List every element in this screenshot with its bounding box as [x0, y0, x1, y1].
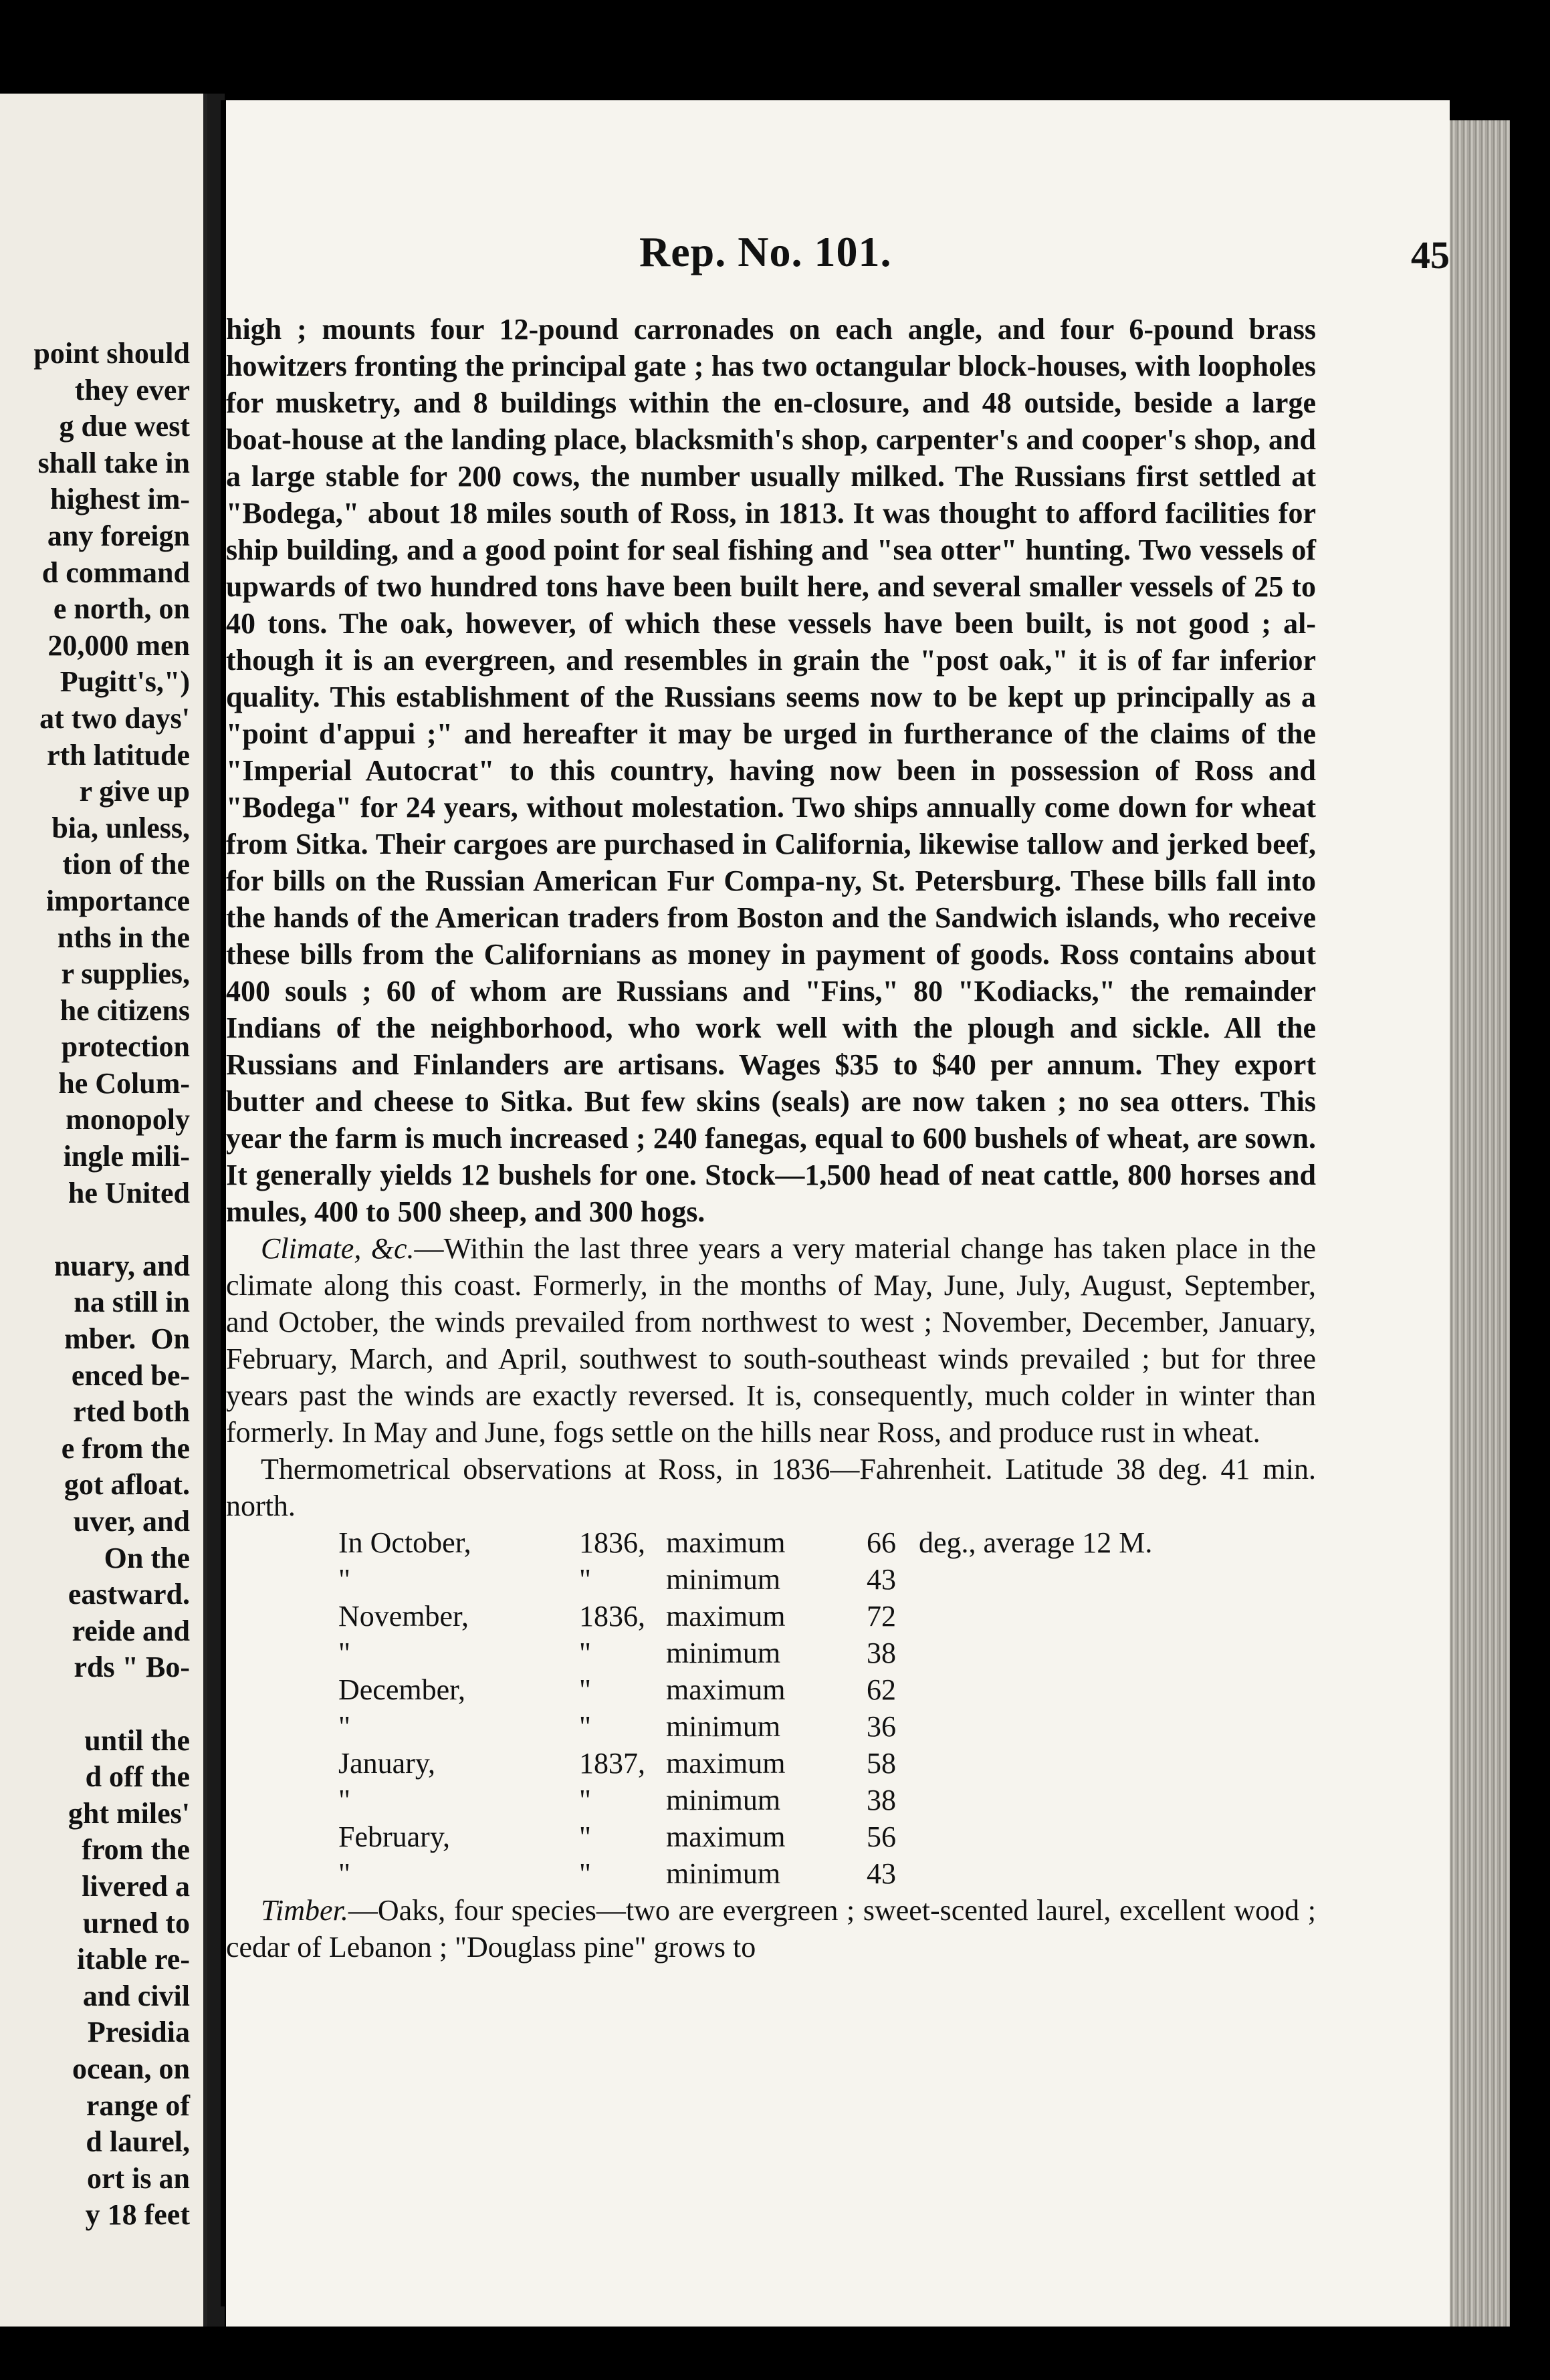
left-page-line: e north, on — [53, 592, 190, 626]
left-page-line: r supplies, — [61, 957, 190, 991]
thermo-year: 1836, — [579, 1600, 645, 1633]
thermo-year: 1836, — [579, 1526, 645, 1559]
thermo-month: " — [338, 1563, 350, 1596]
thermo-year: " — [579, 1637, 591, 1669]
thermo-value: 66 — [867, 1526, 896, 1559]
left-page-line — [33, 1686, 190, 1723]
thermo-year: " — [579, 1857, 591, 1890]
thermo-month: In October, — [338, 1526, 471, 1559]
thermo-month: " — [338, 1710, 350, 1743]
thermo-value: 43 — [867, 1857, 896, 1890]
left-page-line: at two days' — [39, 701, 190, 735]
left-page-line: rted both — [73, 1395, 190, 1429]
thermo-row — [338, 1708, 1316, 1745]
thermo-kind: minimum — [666, 1784, 781, 1816]
paragraph-climate — [226, 1230, 1316, 1451]
thermometer-table — [338, 1524, 1316, 1892]
thermo-value: 72 — [867, 1600, 896, 1633]
thermo-extra: deg., average 12 M. — [919, 1526, 1153, 1559]
left-page-line: na still in — [74, 1286, 190, 1319]
thermo-month: " — [338, 1637, 350, 1669]
left-page-line: y 18 feet — [85, 2198, 190, 2232]
thermo-year: " — [579, 1673, 591, 1706]
left-page-line: mber. On — [64, 1322, 190, 1356]
left-page-line: range of — [86, 2089, 190, 2122]
thermo-value: 56 — [867, 1820, 896, 1853]
thermo-kind: maximum — [666, 1526, 786, 1559]
thermo-kind: minimum — [666, 1563, 781, 1596]
thermo-kind: minimum — [666, 1710, 781, 1743]
thermo-year: " — [579, 1784, 591, 1816]
left-page-line: from the — [82, 1833, 190, 1867]
main-page — [226, 100, 1450, 2327]
timber-heading: Timber. — [261, 1894, 348, 1927]
left-page-line: monopoly — [66, 1103, 190, 1137]
thermo-year: 1837, — [579, 1747, 645, 1780]
thermo-month: " — [338, 1857, 350, 1890]
left-page-line: livered a — [82, 1869, 190, 1903]
left-page-line: reide and — [72, 1614, 190, 1647]
left-page-line: shall take in — [37, 446, 190, 479]
left-page-line: g due west — [59, 410, 190, 443]
left-page-line: any foreign — [47, 519, 190, 552]
left-page-line: d command — [41, 556, 190, 589]
left-page-line: enced be- — [71, 1358, 190, 1392]
left-page-line: r give up — [79, 775, 190, 808]
left-page-line: eastward. — [68, 1578, 190, 1611]
left-page-line: d off the — [85, 1760, 190, 1794]
left-page-line: uver, and — [73, 1505, 190, 1538]
thermo-row — [338, 1855, 1316, 1892]
thermo-kind: maximum — [666, 1600, 786, 1633]
left-page-line: he United — [68, 1176, 190, 1209]
left-page-line: rth latitude — [47, 738, 190, 771]
left-page-line: ort is an — [87, 2161, 190, 2195]
thermo-value: 58 — [867, 1747, 896, 1780]
thermo-year: " — [579, 1820, 591, 1853]
page-number: 45 — [1411, 233, 1450, 277]
thermo-month: November, — [338, 1600, 469, 1633]
left-page-line: got afloat. — [64, 1468, 190, 1502]
thermo-row — [338, 1745, 1316, 1782]
left-page-line: Presidia — [87, 2016, 190, 2049]
thermo-value: 36 — [867, 1710, 896, 1743]
left-page-line: tion of the — [62, 848, 190, 881]
thermo-kind: maximum — [666, 1673, 786, 1706]
left-page-line: ingle mili- — [63, 1140, 190, 1173]
left-page-line: he Colum- — [58, 1066, 190, 1100]
paragraph-timber — [226, 1892, 1316, 1966]
thermo-row — [338, 1561, 1316, 1598]
left-page-line — [33, 1211, 190, 1248]
thermo-row — [338, 1818, 1316, 1855]
left-page-line: bia, unless, — [51, 811, 190, 844]
paragraph-ross: high ; mounts four 12-pound carronades on each angle, and four 6-pound brass howitzers fronting the principal gate ; has two octangular block-houses, with loopholes for musketry, and 8 buildings within the en-closure, and 48 outside, beside a large boat-house at the landing place, blacksmith's shop, carpenter's and cooper's shop, and a large stable for 200 cows, the number usually milked. The Russians first settled at "Bodega," about 18 miles south of Ross, in 1813. It was thought to afford facilities for ship building, and a good point for seal fishing and "sea otter" hunting. Two vessels of upwards of two hundred tons have been built here, and several smaller vessels of 25 to 40 tons. The oak, however, of which these vessels have been built, is not good ; al-though it is an evergreen, and resembles in grain the "post oak," it is of far inferior quality. This establishment of the Russians seems now to be kept up principally as a "point d'appui ;" and hereafter it may be urged in furtherance of the claims of the "Imperial Autocrat" to this country, having now been in possession of Ross and "Bodega" for 24 years, without molestation. Two ships annually come down for wheat from Sitka. Their cargoes are purchased in California, likewise tallow and jerked beef, for bills on the Russian American Fur Compa-ny, St. Petersburg. These bills fall into the hands of the American traders from Boston and the Sandwich islands, who receive these bills from the Californians as money in payment of goods. Ross contains about 400 souls ; 60 of whom are Russians and "Fins," 80 "Kodiacks," the remainder Indians of the neighborhood, who work well with the plough and sickle. All the Russians and Finlanders are artisans. Wages $35 to $40 per annum. They export butter and cheese to Sitka. But few skins (seals) are now taken ; no sea otters. This year the farm is much increased ; 240 fanegas, equal to 600 bushels of wheat, are sown. It generally yields 12 bushels for one. Stock—1,500 head of neat cattle, 800 horses and mules, 400 to 500 sheep, and 300 hogs. — [226, 313, 1316, 1228]
thermo-row — [338, 1671, 1316, 1708]
left-page-line: ght miles' — [68, 1796, 190, 1830]
thermo-value: 62 — [867, 1673, 896, 1706]
left-page-text — [33, 336, 190, 2234]
left-page-line: d laurel, — [86, 2125, 190, 2159]
thermo-month: January, — [338, 1747, 435, 1780]
thermo-month: December, — [338, 1673, 466, 1706]
left-page-line: they ever — [74, 373, 190, 406]
left-page-line: Pugitt's,") — [60, 665, 190, 699]
left-page-line: until the — [84, 1723, 190, 1757]
climate-heading: Climate, &c. — [261, 1232, 415, 1265]
thermo-value: 38 — [867, 1637, 896, 1669]
thermo-kind: maximum — [666, 1747, 786, 1780]
report-title: Rep. No. 101. — [639, 228, 892, 275]
page-body — [226, 311, 1316, 1966]
page-edges — [1450, 120, 1510, 2327]
left-page-line: protection — [61, 1030, 190, 1064]
thermo-month: " — [338, 1784, 350, 1816]
thermo-row — [338, 1524, 1316, 1561]
thermo-row — [338, 1782, 1316, 1818]
thermo-kind: minimum — [666, 1637, 781, 1669]
thermo-value: 38 — [867, 1784, 896, 1816]
left-page-line: point should — [33, 337, 190, 370]
left-page-line: he citizens — [60, 993, 190, 1027]
left-page-line: ocean, on — [72, 2052, 190, 2085]
thermo-intro: Thermometrical observations at Ross, in 1836—Fahrenheit. Latitude 38 deg. 41 min. north. — [226, 1453, 1316, 1522]
thermo-row — [338, 1598, 1316, 1635]
thermo-year: " — [579, 1710, 591, 1743]
left-page-line: 20,000 men — [47, 628, 190, 662]
left-page-line: itable re- — [76, 1943, 190, 1976]
left-page-line: urned to — [82, 1906, 190, 1939]
left-page-line: and civil — [82, 1979, 190, 2012]
left-page-line: nths in the — [57, 921, 190, 954]
left-page-line: e from the — [61, 1431, 190, 1465]
thermo-kind: maximum — [666, 1820, 786, 1853]
left-page-line: highest im- — [50, 483, 190, 516]
left-page-line: importance — [45, 884, 190, 917]
thermo-value: 43 — [867, 1563, 896, 1596]
climate-text: —Within the last three years a very material change has taken place in the climate along this coast. Formerly, in the months of May, June, July, August, September, and October, the winds prevailed from northwest to west ; November, December, January, February, March, and April, southwest to south-southeast winds prevailed ; but for three years past the winds are exactly reversed. It is, consequently, much colder in winter than formerly. In May and June, fogs settle on the hills near Ross, and produce rust in wheat. — [226, 1232, 1316, 1449]
left-page-line: nuary, and — [54, 1249, 190, 1282]
thermo-month: February, — [338, 1820, 450, 1853]
left-page-line: rds " Bo- — [74, 1651, 190, 1684]
left-page-line: On the — [104, 1541, 190, 1574]
thermo-kind: minimum — [666, 1857, 781, 1890]
thermo-year: " — [579, 1563, 591, 1596]
thermo-row — [338, 1635, 1316, 1671]
timber-text: —Oaks, four species—two are evergreen ; sweet-scented laurel, excellent wood ; cedar of Lebanon ; "Douglass pine" grows to — [226, 1894, 1316, 1964]
left-facing-page — [0, 94, 207, 2327]
gutter-rule — [221, 100, 226, 2306]
